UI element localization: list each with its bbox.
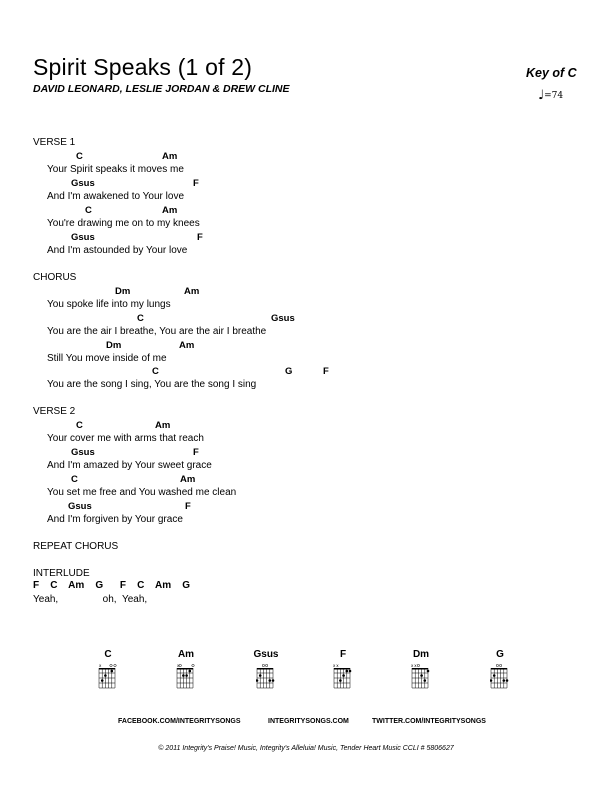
lyric-line: You're drawing me on to my knees: [47, 218, 200, 229]
chord: F: [197, 232, 203, 243]
tempo-value: =74: [544, 91, 564, 101]
chord: C: [71, 474, 78, 485]
lyric-line: Your Spirit speaks it moves me: [47, 164, 184, 175]
chord-diagram-label: Am: [177, 649, 195, 660]
page-title: Spirit Speaks (1 of 2): [33, 54, 253, 80]
section-chorus: CHORUS: [33, 272, 77, 283]
chord: C: [152, 366, 159, 377]
chord-diagram-f: [323, 649, 363, 689]
chord-diagram-label: C: [104, 649, 112, 660]
chord: Dm: [115, 286, 131, 297]
website-link[interactable]: INTEGRITYSONGS.COM: [268, 718, 349, 725]
lyric-line: And I'm astounded by Your love: [47, 245, 188, 256]
copyright: © 2011 Integrity's Praise! Music, Integrity's Alleluia! Music, Tender Heart Music CCLI # 5806627: [158, 745, 454, 752]
chord-diagram-label: G: [496, 649, 504, 660]
twitter-link[interactable]: TWITTER.COM/INTEGRITYSONGS: [372, 718, 486, 725]
chord: Am: [162, 151, 178, 162]
chord-diagram-label: Gsus: [253, 649, 279, 660]
chord: F: [193, 447, 199, 458]
chord: C: [137, 313, 144, 324]
chord: Gsus: [71, 447, 95, 458]
lyric-line: And I'm awakened to Your love: [47, 191, 185, 202]
chord-diagram-g: [480, 649, 520, 689]
chord-grid-icon: [333, 663, 353, 689]
chord: F: [323, 366, 329, 377]
chord-diagram-c: [88, 649, 128, 689]
tempo-marking: [538, 88, 563, 103]
lyric-line: Still You move inside of me: [47, 353, 167, 364]
chord: Am: [184, 286, 200, 297]
chord-grid-icon: [98, 663, 118, 689]
section-interlude: INTERLUDE: [33, 568, 90, 579]
lyric-line: You are the song I sing, You are the song I sing: [47, 379, 257, 390]
chord-grid-icon: [176, 663, 196, 689]
lyric-line: And I'm amazed by Your sweet grace: [47, 460, 212, 471]
chord: C: [76, 151, 83, 162]
section-verse-2: VERSE 2: [33, 406, 76, 417]
section-verse-1: VERSE 1: [33, 137, 76, 148]
chord: Am: [179, 340, 195, 351]
svg-text:x: x: [414, 663, 417, 668]
song-key: Key of C: [526, 66, 577, 80]
chord: Am: [155, 420, 171, 431]
svg-text:x: x: [177, 663, 180, 668]
section-repeat-chorus: REPEAT CHORUS: [33, 541, 119, 552]
chord: Gsus: [71, 232, 95, 243]
chord-grid-icon: [411, 663, 431, 689]
chord: G: [285, 366, 293, 377]
chord: C: [76, 420, 83, 431]
chord: Gsus: [68, 501, 92, 512]
chord: F: [185, 501, 191, 512]
lyric-line: Your cover me with arms that reach: [47, 433, 204, 444]
interlude-lyric: Yeah, oh, Yeah,: [33, 594, 148, 605]
chord-diagram-dm: [401, 649, 441, 689]
chord: C: [85, 205, 92, 216]
lyric-line: You set me free and You washed me clean: [47, 487, 237, 498]
chord-grid-icon: [256, 663, 276, 689]
svg-text:x: x: [411, 663, 414, 668]
lyric-line: And I'm forgiven by Your grace: [47, 514, 183, 525]
lyric-line: You are the air I breathe, You are the air I breathe: [47, 326, 267, 337]
chord: Gsus: [271, 313, 295, 324]
lyric-line: You spoke life into my lungs: [47, 299, 171, 310]
svg-text:x: x: [333, 663, 336, 668]
chord-diagram-label: Dm: [412, 649, 430, 660]
svg-text:x: x: [99, 663, 102, 668]
authors: DAVID LEONARD, LESLIE JORDAN & DREW CLINE: [33, 83, 290, 95]
chord-grid-icon: [490, 663, 510, 689]
quarter-note-icon: ♩: [538, 88, 545, 103]
chord: Am: [180, 474, 196, 485]
chord-diagram-label: F: [339, 649, 347, 660]
chord-diagram-gsus: [246, 649, 286, 689]
chord: F: [193, 178, 199, 189]
interlude-chords: F C Am G F C Am G: [33, 580, 191, 591]
chord: Am: [162, 205, 178, 216]
chord-diagram-am: [166, 649, 206, 689]
svg-text:x: x: [336, 663, 339, 668]
chord: Gsus: [71, 178, 95, 189]
chord: Dm: [106, 340, 122, 351]
facebook-link[interactable]: FACEBOOK.COM/INTEGRITYSONGS: [118, 718, 241, 725]
